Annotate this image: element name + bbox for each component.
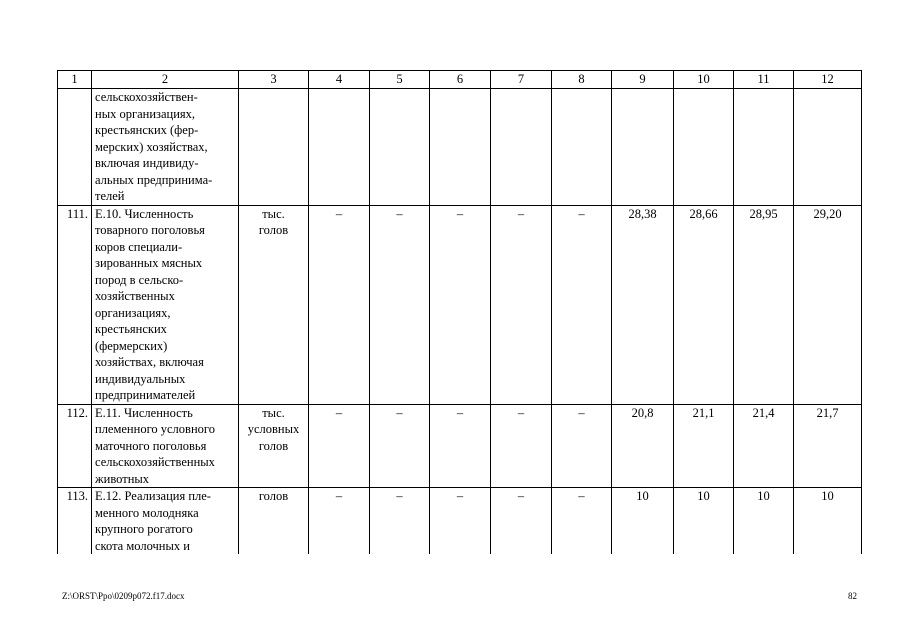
value-cell bbox=[430, 89, 491, 206]
value-cell bbox=[734, 89, 794, 206]
header-cell: 11 bbox=[734, 71, 794, 89]
value-cell bbox=[794, 89, 862, 206]
indicator-name-line: маточного поголовья bbox=[95, 438, 207, 453]
indicator-name-line: хозяйствах, включая bbox=[95, 355, 204, 369]
value-cell: 10 bbox=[794, 488, 862, 555]
value-cell bbox=[552, 89, 612, 206]
value-cell: – bbox=[552, 205, 612, 404]
indicator-name-line: предпринимателей bbox=[95, 388, 196, 402]
indicator-name-line: скота молочных и bbox=[95, 538, 190, 553]
unit-line: тыс. bbox=[262, 405, 285, 420]
indicator-name-line: индивидуальных bbox=[95, 371, 186, 386]
value-cell: – bbox=[370, 488, 430, 555]
data-table bbox=[57, 70, 862, 554]
header-cell: 7 bbox=[491, 71, 552, 89]
unit-line: голов bbox=[258, 223, 289, 237]
indicator-name-line: менного молодняка bbox=[95, 505, 199, 520]
row-number bbox=[58, 89, 92, 206]
value-cell: 29,20 bbox=[794, 205, 862, 404]
value-cell bbox=[674, 89, 734, 206]
indicator-name-line: ных организациях, bbox=[95, 106, 196, 121]
row-number: 111. bbox=[58, 205, 92, 404]
header-cell: 5 bbox=[370, 71, 430, 89]
indicator-name-line: коров специали- bbox=[95, 239, 183, 254]
unit-cell bbox=[239, 404, 309, 488]
header-row bbox=[58, 71, 862, 89]
header-cell: 10 bbox=[674, 71, 734, 89]
indicator-name-line: племенного условного bbox=[95, 422, 215, 436]
indicator-name-line: крестьянских bbox=[95, 322, 167, 336]
value-cell: 28,38 bbox=[612, 205, 674, 404]
unit-line: условных bbox=[247, 422, 300, 436]
row-number: 112. bbox=[58, 404, 92, 488]
unit-cell bbox=[239, 488, 309, 555]
indicator-name-line: Е.12. Реализация пле- bbox=[95, 489, 211, 503]
indicator-name-line: сельскохозяйствен- bbox=[95, 90, 198, 104]
row-number: 113. bbox=[58, 488, 92, 555]
header-cell: 1 bbox=[58, 71, 92, 89]
value-cell: 21,7 bbox=[794, 404, 862, 488]
value-cell bbox=[370, 89, 430, 206]
indicator-name-line: (фермерских) bbox=[95, 338, 168, 353]
indicator-name-line: Е.11. Численность bbox=[95, 405, 193, 420]
unit-line: голов bbox=[258, 438, 289, 453]
header-cell: 9 bbox=[612, 71, 674, 89]
indicator-name-line: организациях, bbox=[95, 305, 171, 320]
value-cell: 20,8 bbox=[612, 404, 674, 488]
value-cell: – bbox=[430, 488, 491, 555]
indicator-name-line: крупного рогатого bbox=[95, 522, 193, 536]
header-cell: 3 bbox=[239, 71, 309, 89]
value-cell: – bbox=[491, 404, 552, 488]
indicator-name-line: телей bbox=[95, 189, 125, 203]
value-cell: 10 bbox=[734, 488, 794, 555]
table-row bbox=[58, 488, 862, 555]
indicator-name-line: крестьянских (фер- bbox=[95, 123, 199, 137]
unit-line: тыс. bbox=[262, 206, 285, 221]
value-cell: 28,95 bbox=[734, 205, 794, 404]
value-cell: – bbox=[491, 205, 552, 404]
value-cell: – bbox=[309, 488, 370, 555]
footer-page-number: 82 bbox=[848, 591, 857, 601]
value-cell: – bbox=[370, 404, 430, 488]
value-cell bbox=[612, 89, 674, 206]
value-cell: – bbox=[430, 205, 491, 404]
indicator-name-line: включая индивиду- bbox=[95, 156, 199, 170]
value-cell: 10 bbox=[674, 488, 734, 555]
indicator-name-line: альных предпринима- bbox=[95, 172, 213, 187]
table-body bbox=[58, 71, 862, 555]
indicator-name-line: Е.10. Численность bbox=[95, 206, 194, 221]
table-row bbox=[58, 89, 862, 206]
unit-cell bbox=[239, 205, 309, 404]
value-cell: – bbox=[370, 205, 430, 404]
indicator-name-line: зированных мясных bbox=[95, 256, 203, 270]
value-cell: 10 bbox=[612, 488, 674, 555]
value-cell: – bbox=[552, 404, 612, 488]
value-cell: – bbox=[430, 404, 491, 488]
unit-cell bbox=[239, 89, 309, 206]
unit-line: голов bbox=[258, 489, 289, 503]
indicator-name-line: пород в сельско- bbox=[95, 272, 184, 287]
indicator-name-line: животных bbox=[95, 471, 150, 486]
footer-file-path: Z:\ORST\Ppo\0209p072.f17.docx bbox=[62, 591, 185, 601]
header-cell: 8 bbox=[552, 71, 612, 89]
indicator-name-line: товарного поголовья bbox=[95, 223, 205, 237]
header-cell: 2 bbox=[92, 71, 239, 89]
value-cell: – bbox=[491, 488, 552, 555]
value-cell: – bbox=[552, 488, 612, 555]
value-cell: 21,4 bbox=[734, 404, 794, 488]
value-cell: – bbox=[309, 404, 370, 488]
value-cell bbox=[309, 89, 370, 206]
header-cell: 4 bbox=[309, 71, 370, 89]
indicator-name bbox=[92, 488, 239, 555]
indicator-name bbox=[92, 205, 239, 404]
value-cell bbox=[491, 89, 552, 206]
indicator-name-line: сельскохозяйственных bbox=[95, 455, 215, 469]
indicator-name-line: хозяйственных bbox=[95, 289, 175, 303]
indicator-name bbox=[92, 89, 239, 206]
table-row bbox=[58, 404, 862, 488]
value-cell: – bbox=[309, 205, 370, 404]
indicator-name bbox=[92, 404, 239, 488]
value-cell: 28,66 bbox=[674, 205, 734, 404]
header-cell: 12 bbox=[794, 71, 862, 89]
indicator-name-line: мерских) хозяйствах, bbox=[95, 139, 208, 154]
header-cell: 6 bbox=[430, 71, 491, 89]
value-cell: 21,1 bbox=[674, 404, 734, 488]
table-row bbox=[58, 205, 862, 404]
